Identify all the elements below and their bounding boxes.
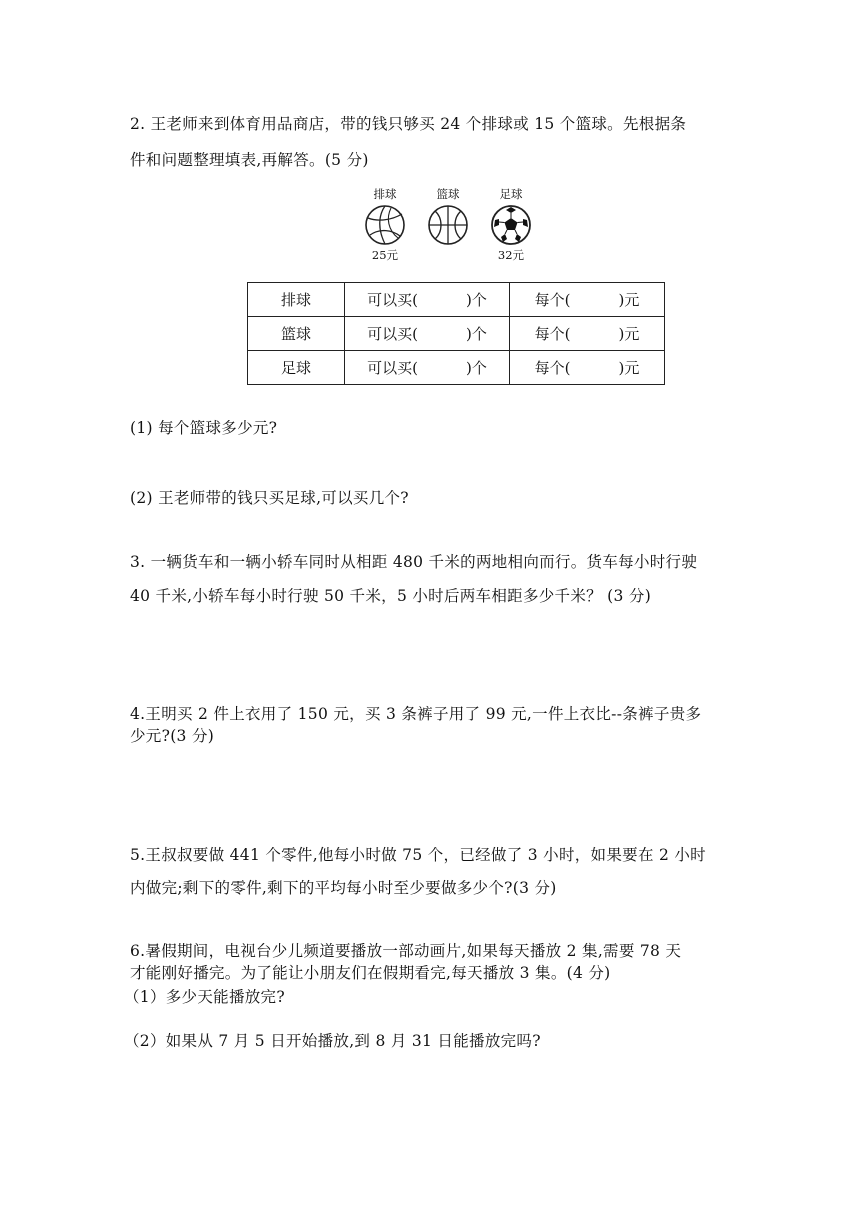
table-row	[248, 283, 665, 317]
q5-text-line1: 5.王叔叔要做 441 个零件,他每小时做 75 个，已经做了 3 小时，如果要在 2 小时	[130, 846, 706, 864]
table-cell-item: 篮球	[248, 317, 345, 351]
football-icon	[490, 204, 532, 246]
table-row	[248, 351, 665, 385]
buy-suffix: )个	[466, 291, 487, 309]
q2-sub2: (2) 王老师带的钱只买足球,可以买几个?	[130, 489, 409, 507]
volleyball-label: 排球	[373, 187, 397, 201]
buy-prefix: 可以买(	[367, 359, 418, 377]
table-cell-item: 排球	[248, 283, 345, 317]
each-suffix: )元	[618, 325, 640, 343]
table-cell-each[interactable]	[510, 351, 665, 385]
table-cell-buy[interactable]	[345, 283, 510, 317]
buy-prefix: 可以买(	[367, 291, 418, 309]
buy-suffix: )个	[466, 359, 487, 377]
each-suffix: )元	[618, 291, 640, 309]
table-row	[248, 317, 665, 351]
each-suffix: )元	[618, 359, 640, 377]
each-prefix: 每个(	[534, 359, 571, 377]
each-prefix: 每个(	[534, 291, 571, 309]
q4-text-line2: 少元?(3 分)	[130, 727, 215, 745]
table-cell-item: 足球	[248, 351, 345, 385]
buy-prefix: 可以买(	[367, 325, 418, 343]
basketball-icon	[427, 204, 469, 246]
volleyball-icon	[364, 204, 406, 246]
football-price: 32元	[497, 248, 525, 262]
q6-text-line2: 才能刚好播完。为了能让小朋友们在假期看完,每天播放 3 集。(4 分)	[130, 964, 611, 982]
q4-text-line1: 4.王明买 2 件上衣用了 150 元，买 3 条裤子用了 99 元,一件上衣比--条裤子贵多	[130, 705, 702, 723]
table-cell-each[interactable]	[510, 317, 665, 351]
each-prefix: 每个(	[534, 325, 571, 343]
volleyball-price: 25元	[371, 248, 399, 262]
q3-text-line2: 40 千米,小轿车每小时行驶 50 千米，5 小时后两车相距多少千米？ (3 分)	[130, 587, 652, 605]
q2-sub1: (1) 每个篮球多少元?	[130, 419, 278, 437]
q2-text-line1: 2. 王老师来到体育用品商店，带的钱只够买 24 个排球或 15 个篮球。先根据条	[130, 115, 687, 133]
q2-text-line2: 件和问题整理填表,再解答。(5 分)	[130, 151, 369, 169]
q6-text-line1: 6.暑假期间，电视台少儿频道要播放一部动画片,如果每天播放 2 集,需要 78 天	[130, 942, 682, 960]
basketball-label: 篮球	[436, 187, 460, 201]
q5-text-line2: 内做完;剩下的零件,剩下的平均每小时至少要做多少个?(3 分)	[130, 879, 557, 897]
q6-sub2: （2）如果从 7 月 5 日开始播放,到 8 月 31 日能播放完吗?	[124, 1032, 541, 1050]
football-label: 足球	[499, 187, 523, 201]
q6-sub1: （1）多少天能播放完?	[124, 988, 285, 1006]
buy-suffix: )个	[466, 325, 487, 343]
q3-text-line1: 3. 一辆货车和一辆小轿车同时从相距 480 千米的两地相向而行。货车每小时行驶	[130, 553, 698, 571]
table-cell-each[interactable]	[510, 283, 665, 317]
table-cell-buy[interactable]	[345, 351, 510, 385]
table-cell-buy[interactable]	[345, 317, 510, 351]
ball-table	[247, 282, 665, 385]
